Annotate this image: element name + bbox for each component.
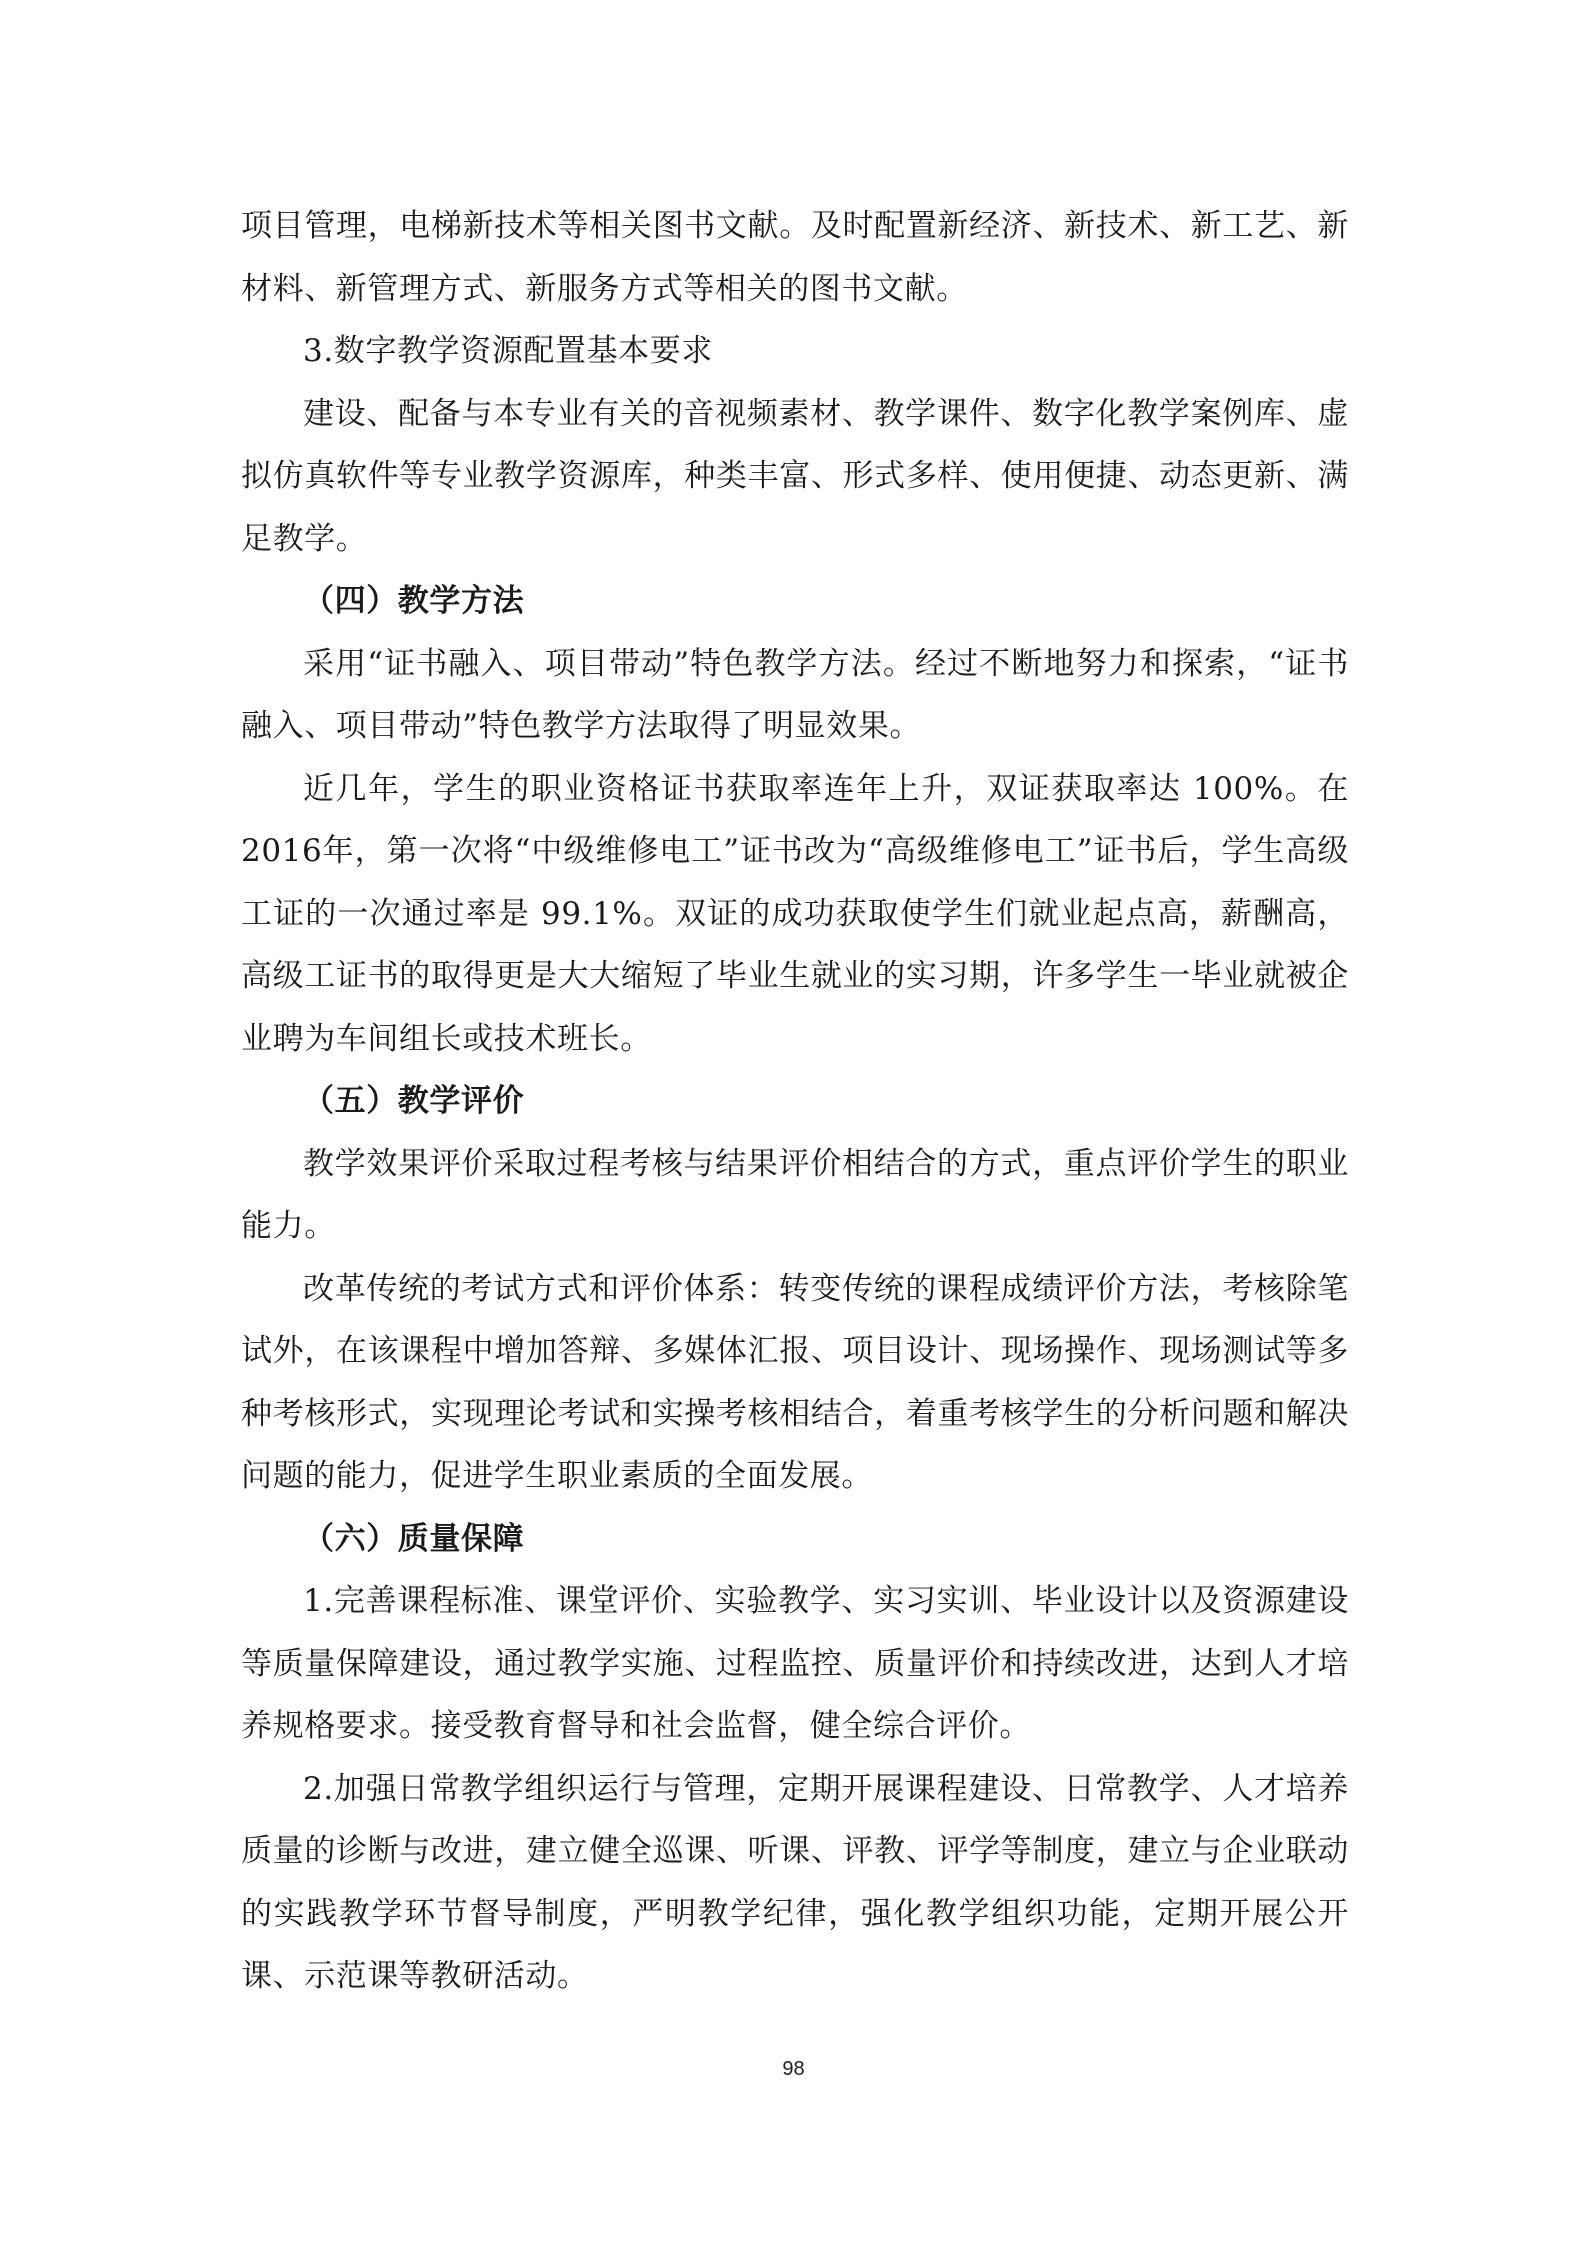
- paragraph-quality-item-2: 2.加强日常教学组织运行与管理，定期开展课程建设、日常教学、人才培养质量的诊断与改进，建立健全巡课、听课、评教、评学等制度，建立与企业联动的实践教学环节督导制度，严明教学纪律，强化教学组织功能，定期开展公开课、示范课等教研活动。: [241, 1770, 1349, 1994]
- page-number: 98: [782, 2058, 805, 2080]
- section-title-teaching-methods: （四）教学方法: [303, 583, 525, 619]
- subheading-digital-resources: 3.数字教学资源配置基本要求: [303, 333, 713, 369]
- section-title-quality-assurance: （六）质量保障: [303, 1520, 525, 1557]
- paragraph-library-resources: 项目管理，电梯新技术等相关图书文献。及时配置新经济、新技术、新工艺、新材料、新管理方式、新服务方式等相关的图书文献。: [241, 208, 1349, 307]
- paragraph-exam-reform: 改革传统的考试方式和评价体系：转变传统的课程成绩评价方法，考核除笔试外，在该课程中增加答辩、多媒体汇报、项目设计、现场操作、现场测试等多种考核形式，实现理论考试和实操考核相结合，着重考核学生的分析问题和解决问题的能力，促进学生职业素质的全面发展。: [241, 1270, 1349, 1494]
- paragraph-teaching-methods-intro: 采用“证书融入、项目带动”特色教学方法。经过不断地努力和探索，“证书融入、项目带动”特色教学方法取得了明显效果。: [241, 645, 1349, 744]
- paragraph-evaluation-intro: 教学效果评价采取过程考核与结果评价相结合的方式，重点评价学生的职业能力。: [241, 1145, 1349, 1244]
- paragraph-digital-resources: 建设、配备与本专业有关的音视频素材、教学课件、数字化教学案例库、虚拟仿真软件等专业教学资源库，种类丰富、形式多样、使用便捷、动态更新、满足教学。: [241, 395, 1349, 557]
- section-title-teaching-evaluation: （五）教学评价: [303, 1083, 525, 1119]
- paragraph-quality-item-1: 1.完善课程标准、课堂评价、实验教学、实习实训、毕业设计以及资源建设等质量保障建设，通过教学实施、过程监控、质量评价和持续改进，达到人才培养规格要求。接受教育督导和社会监督，健全综合评价。: [241, 1583, 1349, 1744]
- paragraph-certificate-results: 近几年，学生的职业资格证书获取率连年上升，双证获取率达 100%。在 2016年，第一次将“中级维修电工”证书改为“高级维修电工”证书后，学生高级工证的一次通过率是 99.1%。双证的成功获取使学生们就业起点高，薪酬高，高级工证书的取得更是大大缩短了毕业生就业的实习期，许多学生一毕业就被企业聘为车间组长或技术班长。: [241, 770, 1349, 1057]
- page-body: [241, 195, 1349, 2008]
